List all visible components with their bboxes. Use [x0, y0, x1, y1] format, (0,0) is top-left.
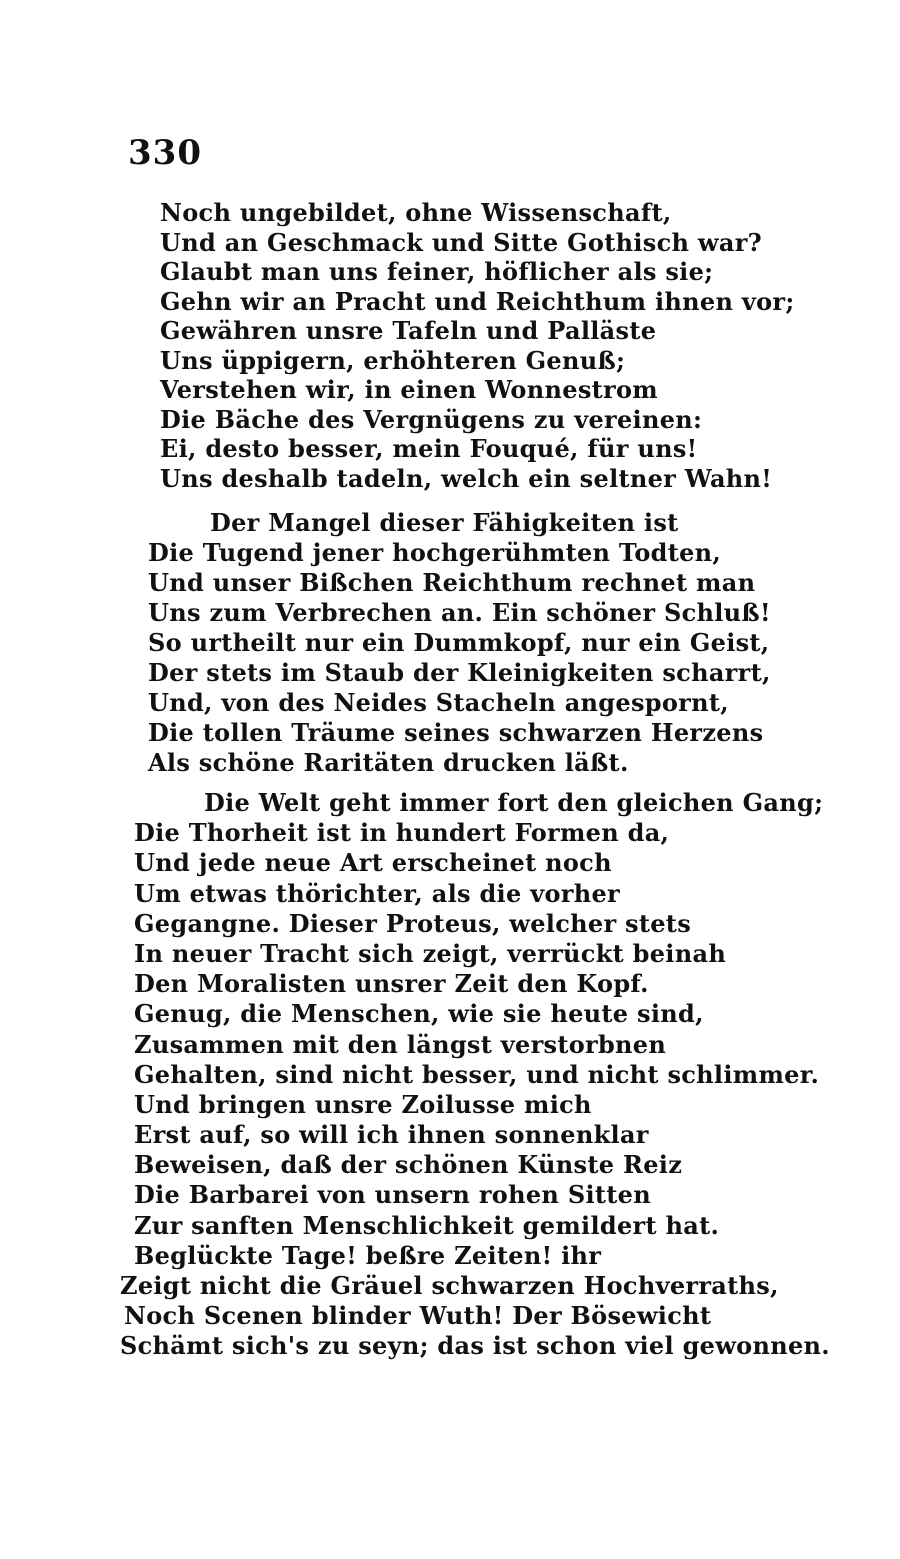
verse-line: Glaubt man uns feiner, höflicher als sie;: [160, 257, 714, 286]
verse-line: Um etwas thörichter, als die vorher: [134, 878, 620, 908]
verse-line: Und an Geschmack und Sitte Gothisch war?: [160, 227, 763, 257]
verse-line: Beweisen, daß der schönen Künste Reiz: [134, 1150, 683, 1180]
verse-line: Gegangne. Dieser Proteus, welcher stets: [134, 908, 692, 938]
verse-line: Der stets im Staub der Kleinigkeiten scharrt,: [148, 658, 771, 687]
verse-line: Die Welt geht immer fort den gleichen Gang;: [204, 788, 824, 817]
verse-line: Uns zum Verbrechen an. Ein schöner Schluß!: [148, 598, 771, 627]
verse-line: Die Bäche des Vergnügens zu vereinen:: [160, 404, 703, 434]
verse-line: Zusammen mit den längst verstorbnen: [134, 1029, 667, 1059]
verse-line: Zur sanften Menschlichkeit gemildert hat.: [134, 1210, 720, 1240]
verse-line: Die Barbarei von unsern rohen Sitten: [134, 1180, 651, 1210]
verse-line: Noch ungebildet, ohne Wissenschaft,: [160, 198, 672, 227]
verse-line: Die tollen Träume seines schwarzen Herzens: [148, 718, 764, 747]
verse-line: Den Moralisten unsrer Zeit den Kopf.: [134, 969, 649, 999]
verse-line: Als schöne Raritäten drucken läßt.: [148, 748, 629, 777]
verse-line: Und bringen unsre Zoilusse mich: [134, 1089, 592, 1119]
verse-line: Und unser Bißchen Reichthum rechnet man: [148, 568, 756, 597]
verse-line: Gehalten, sind nicht besser, und nicht schlimmer.: [134, 1059, 820, 1089]
stanza-2: [148, 508, 771, 778]
verse-line: Zeigt nicht die Gräuel schwarzen Hochverraths,: [120, 1271, 779, 1300]
verse-line: Und jede neue Art erscheinet noch: [134, 848, 612, 878]
verse-line: Verstehen wir, in einen Wonnestrom: [160, 375, 658, 404]
verse-line: Schämt sich's zu seyn; das ist schon viel gewonnen.: [120, 1331, 830, 1361]
verse-line: Uns deshalb tadeln, welch ein seltner Wahn!: [160, 463, 773, 493]
verse-line: Gehn wir an Pracht und Reichthum ihnen vor;: [160, 286, 795, 316]
verse-line: Gewähren unsre Tafeln und Palläste: [160, 316, 657, 345]
verse-line: Die Tugend jener hochgerühmten Todten,: [148, 538, 722, 567]
page-number: 330: [128, 133, 202, 173]
verse-line: Genug, die Menschen, wie sie heute sind,: [134, 999, 704, 1029]
stanza-1: [160, 198, 795, 493]
verse-line: Noch Scenen blinder Wuth! Der Bösewicht: [124, 1301, 712, 1331]
verse-line: Der Mangel dieser Fähigkeiten ist: [210, 508, 679, 537]
stanza-3: [120, 788, 830, 1362]
verse-line: So urtheilt nur ein Dummkopf, nur ein Geist,: [148, 628, 770, 657]
verse-line: Ei, desto besser, mein Fouqué, für uns!: [160, 434, 698, 463]
verse-line: Beglückte Tage! beßre Zeiten! ihr: [134, 1240, 602, 1270]
verse-line: Die Thorheit ist in hundert Formen da,: [134, 818, 670, 848]
verse-line: In neuer Tracht sich zeigt, verrückt beinah: [134, 938, 727, 968]
verse-line: Und, von des Neides Stacheln angespornt,: [148, 688, 729, 717]
verse-line: Erst auf, so will ich ihnen sonnenklar: [134, 1120, 649, 1150]
verse-line: Uns üppigern, erhöhteren Genuß;: [160, 345, 626, 375]
